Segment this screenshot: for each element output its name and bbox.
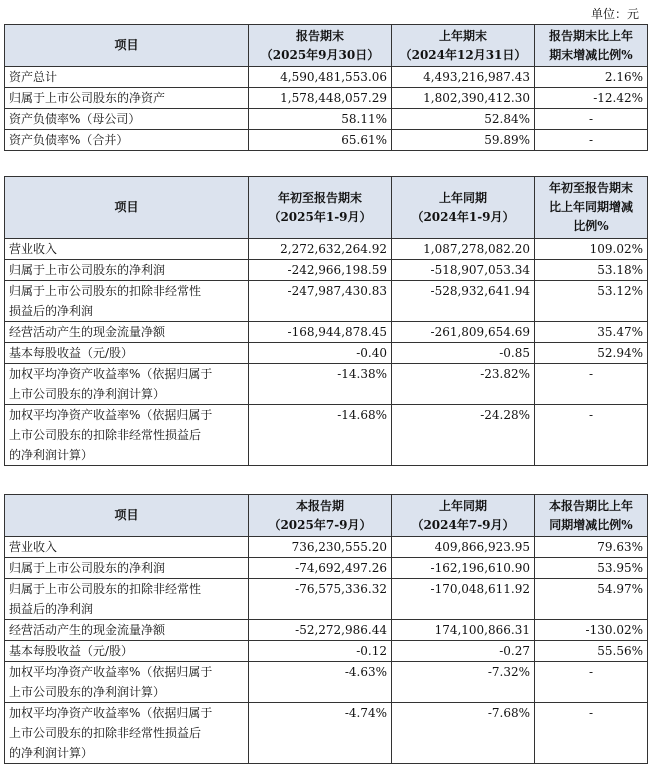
cell-value: 79.63% xyxy=(535,537,648,558)
cell-value: 65.61% xyxy=(249,130,392,151)
ytd-indicators-table xyxy=(4,176,648,466)
cell-value: 1,087,278,082.20 xyxy=(392,239,535,260)
row-label: 归属于上市公司股东的净资产 xyxy=(5,88,249,109)
row-label: 资产负债率%（合并） xyxy=(5,130,249,151)
cell-value: -14.68% xyxy=(249,405,392,466)
cell-value: 53.95% xyxy=(535,558,648,579)
cell-value: -528,932,641.94 xyxy=(392,281,535,322)
header-row xyxy=(5,25,648,67)
row-label: 基本每股收益（元/股） xyxy=(5,641,249,662)
cell-value: - xyxy=(535,405,648,466)
column-header: 年初至报告期末 比上年同期增减 比例% xyxy=(535,177,648,239)
cell-value: - xyxy=(535,364,648,405)
cell-value: 53.12% xyxy=(535,281,648,322)
header-row xyxy=(5,495,648,537)
quarter-indicators-table xyxy=(4,494,648,764)
cell-value: -4.63% xyxy=(249,662,392,703)
cell-value: 1,802,390,412.30 xyxy=(392,88,535,109)
row-label: 加权平均净资产收益率%（依据归属于 上市公司股东的净利润计算） xyxy=(5,662,249,703)
cell-value: - xyxy=(535,130,648,151)
column-header: 年初至报告期末 （2025年1-9月） xyxy=(249,177,392,239)
row-label: 归属于上市公司股东的净利润 xyxy=(5,558,249,579)
row-label: 经营活动产生的现金流量净额 xyxy=(5,620,249,641)
table-row xyxy=(5,109,648,130)
table-row xyxy=(5,343,648,364)
table-row xyxy=(5,88,648,109)
cell-value: 4,493,216,987.43 xyxy=(392,67,535,88)
cell-value: 109.02% xyxy=(535,239,648,260)
cell-value: - xyxy=(535,109,648,130)
cell-value: 59.89% xyxy=(392,130,535,151)
cell-value: -0.12 xyxy=(249,641,392,662)
balance-indicators-table xyxy=(4,24,648,151)
cell-value: -74,692,497.26 xyxy=(249,558,392,579)
cell-value: 52.84% xyxy=(392,109,535,130)
cell-value: -162,196,610.90 xyxy=(392,558,535,579)
cell-value: -7.68% xyxy=(392,703,535,764)
row-label: 经营活动产生的现金流量净额 xyxy=(5,322,249,343)
table-row xyxy=(5,405,648,466)
cell-value: 54.97% xyxy=(535,579,648,620)
column-header: 项目 xyxy=(5,25,249,67)
cell-value: -4.74% xyxy=(249,703,392,764)
table-row xyxy=(5,537,648,558)
cell-value: - xyxy=(535,703,648,764)
row-label: 基本每股收益（元/股） xyxy=(5,343,249,364)
table-row xyxy=(5,364,648,405)
cell-value: 2.16% xyxy=(535,67,648,88)
cell-value: 4,590,481,553.06 xyxy=(249,67,392,88)
column-header: 上年期末 （2024年12月31日） xyxy=(392,25,535,67)
table-row xyxy=(5,239,648,260)
row-label: 归属于上市公司股东的扣除非经常性 损益后的净利润 xyxy=(5,281,249,322)
cell-value: -7.32% xyxy=(392,662,535,703)
cell-value: -12.42% xyxy=(535,88,648,109)
column-header: 上年同期 （2024年7-9月） xyxy=(392,495,535,537)
cell-value: 1,578,448,057.29 xyxy=(249,88,392,109)
table-row xyxy=(5,260,648,281)
table-row xyxy=(5,281,648,322)
table-row xyxy=(5,662,648,703)
unit-label: 单位：元 xyxy=(590,7,639,21)
column-header: 报告期末比上年 期末增减比例% xyxy=(535,25,648,67)
table-row xyxy=(5,620,648,641)
table-row xyxy=(5,579,648,620)
table-row xyxy=(5,130,648,151)
table-row xyxy=(5,67,648,88)
cell-value: 174,100,866.31 xyxy=(392,620,535,641)
header-row xyxy=(5,177,648,239)
cell-value: 52.94% xyxy=(535,343,648,364)
column-header: 本报告期比上年 同期增减比例% xyxy=(535,495,648,537)
row-label: 资产总计 xyxy=(5,67,249,88)
cell-value: -0.40 xyxy=(249,343,392,364)
cell-value: 58.11% xyxy=(249,109,392,130)
row-label: 资产负债率%（母公司） xyxy=(5,109,249,130)
row-label: 加权平均净资产收益率%（依据归属于 上市公司股东的净利润计算） xyxy=(5,364,249,405)
table-row xyxy=(5,322,648,343)
column-header: 上年同期 （2024年1-9月） xyxy=(392,177,535,239)
cell-value: -242,966,198.59 xyxy=(249,260,392,281)
cell-value: -14.38% xyxy=(249,364,392,405)
cell-value: -168,944,878.45 xyxy=(249,322,392,343)
cell-value: -24.28% xyxy=(392,405,535,466)
cell-value: -23.82% xyxy=(392,364,535,405)
row-label: 营业收入 xyxy=(5,537,249,558)
row-label: 加权平均净资产收益率%（依据归属于 上市公司股东的扣除非经常性损益后 的净利润计算） xyxy=(5,703,249,764)
column-header: 项目 xyxy=(5,495,249,537)
cell-value: 55.56% xyxy=(535,641,648,662)
table-row xyxy=(5,558,648,579)
cell-value: -76,575,336.32 xyxy=(249,579,392,620)
cell-value: -130.02% xyxy=(535,620,648,641)
cell-value: 53.18% xyxy=(535,260,648,281)
cell-value: 409,866,923.95 xyxy=(392,537,535,558)
table-row xyxy=(5,703,648,764)
cell-value: -247,987,430.83 xyxy=(249,281,392,322)
row-label: 归属于上市公司股东的扣除非经常性 损益后的净利润 xyxy=(5,579,249,620)
cell-value: -518,907,053.34 xyxy=(392,260,535,281)
cell-value: 35.47% xyxy=(535,322,648,343)
row-label: 归属于上市公司股东的净利润 xyxy=(5,260,249,281)
row-label: 加权平均净资产收益率%（依据归属于 上市公司股东的扣除非经常性损益后 的净利润计算） xyxy=(5,405,249,466)
column-header: 本报告期 （2025年7-9月） xyxy=(249,495,392,537)
cell-value: -261,809,654.69 xyxy=(392,322,535,343)
cell-value: -52,272,986.44 xyxy=(249,620,392,641)
column-header: 报告期末 （2025年9月30日） xyxy=(249,25,392,67)
cell-value: -0.85 xyxy=(392,343,535,364)
row-label: 营业收入 xyxy=(5,239,249,260)
table-row xyxy=(5,641,648,662)
column-header: 项目 xyxy=(5,177,249,239)
cell-value: 2,272,632,264.92 xyxy=(249,239,392,260)
cell-value: - xyxy=(535,662,648,703)
cell-value: 736,230,555.20 xyxy=(249,537,392,558)
cell-value: -0.27 xyxy=(392,641,535,662)
cell-value: -170,048,611.92 xyxy=(392,579,535,620)
